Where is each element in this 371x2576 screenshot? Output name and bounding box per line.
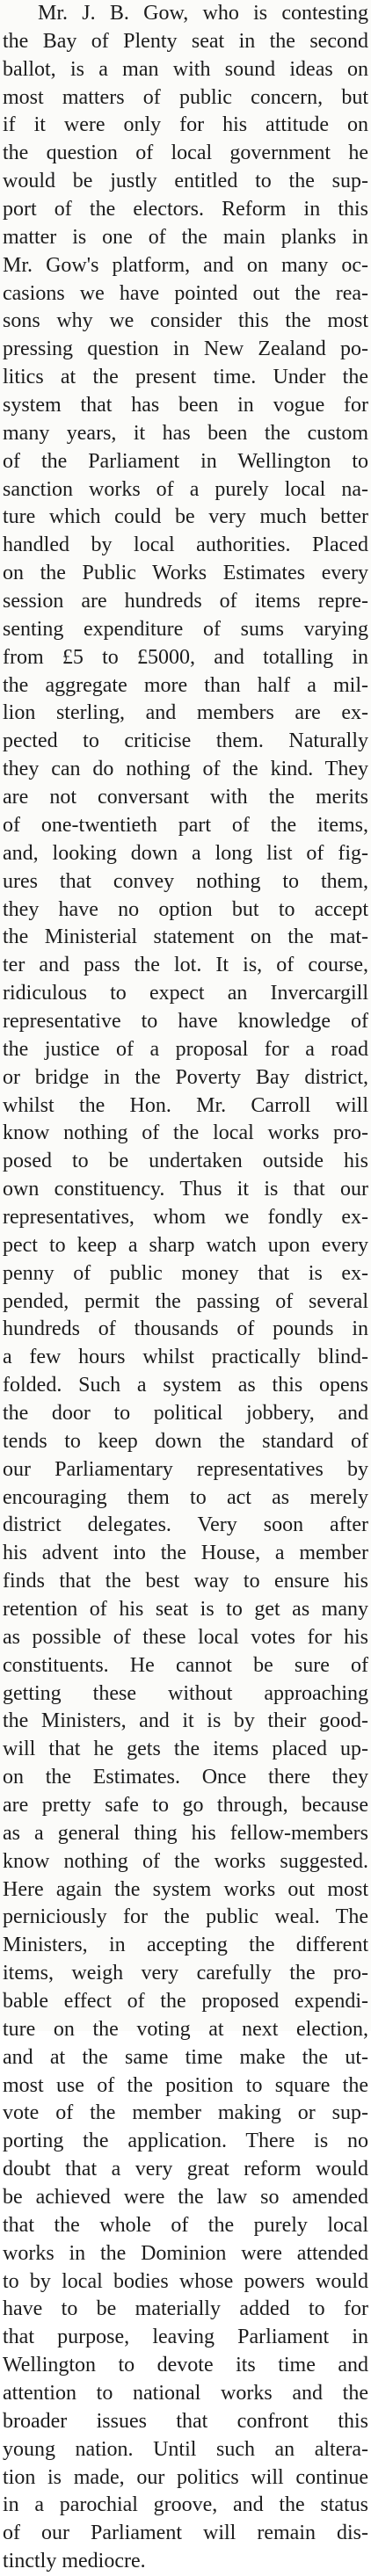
article-line: as a general thing his fellow-members: [3, 1821, 368, 1845]
article-line: the justice of a proposal for a road: [3, 1037, 368, 1061]
article-line: perniciously for the public weal. The: [3, 1905, 368, 1929]
article-line: are pretty safe to go through, because: [3, 1794, 368, 1817]
article-line: encouraging them to act as merely: [3, 1485, 368, 1509]
article-line: the Bay of Plenty seat in the second: [3, 29, 368, 53]
article-line: pressing question in New Zealand po-: [3, 337, 368, 361]
article-line: handled by local authorities. Placed: [3, 533, 368, 557]
article-body: [3, 0, 368, 2576]
article-line: bable effect of the proposed expendi-: [3, 1990, 368, 2014]
article-line: pended, permit the passing of several: [3, 1289, 368, 1313]
article-line: system that has been in vogue for: [3, 394, 368, 417]
article-line: the Ministerial statement on the mat-: [3, 925, 368, 949]
article-line: on the Public Works Estimates every: [3, 562, 368, 585]
article-line: a few hours whilst practically blind-: [3, 1346, 368, 1369]
article-line: the aggregate more than half a mil-: [3, 673, 368, 697]
article-line: of one-twentieth part of the items,: [3, 813, 368, 837]
article-line: most matters of public concern, but: [3, 85, 368, 109]
article-line: district delegates. Very soon after: [3, 1513, 368, 1537]
article-line: have to be materially added to for: [3, 2297, 368, 2321]
article-line: doubt that a very great reform would: [3, 2158, 368, 2181]
article-line: posed to be undertaken outside his: [3, 1150, 368, 1173]
article-line: sanction works of a purely local na-: [3, 477, 368, 501]
article-line: whilst the Hon. Mr. Carroll will: [3, 1093, 368, 1117]
article-line: the Ministers, and it is by their good-: [3, 1709, 368, 1733]
article-line: ridiculous to expect an Invercargill: [3, 982, 368, 1005]
article-line: port of the electors. Reform in this: [3, 198, 368, 221]
article-line: of the Parliament in Wellington to: [3, 449, 368, 473]
article-line: matter is one of the main planks in: [3, 225, 368, 249]
article-line: folded. Such a system as this opens: [3, 1374, 368, 1397]
article-line: litics at the present time. Under the: [3, 366, 368, 389]
article-line: the question of local government he: [3, 141, 368, 165]
article-line: representative to have knowledge of: [3, 1009, 368, 1033]
article-line: they can do nothing of the kind. They: [3, 758, 368, 781]
article-line: young nation. Until such an altera-: [3, 2437, 368, 2461]
article-line: tinctly mediocre.: [3, 2550, 146, 2573]
article-line: as possible of these local votes for his: [3, 1625, 368, 1649]
article-line: Ministers, in accepting the different: [3, 1934, 368, 1957]
article-line: retention of his seat is to get as many: [3, 1597, 368, 1621]
article-line: getting these without approaching: [3, 1681, 368, 1705]
article-line: casions we have pointed out the rea-: [3, 281, 368, 305]
article-line: porting the application. There is no: [3, 2130, 368, 2153]
article-line: finds that the best way to ensure his: [3, 1570, 368, 1593]
article-line: ture which could be very much better: [3, 505, 368, 529]
article-line: ture on the voting at next election,: [3, 2017, 368, 2041]
article-line: in a parochial groove, and the status: [3, 2493, 368, 2517]
article-line: vote of the member making or sup-: [3, 2101, 368, 2125]
article-line: tion is made, our politics will continue: [3, 2465, 368, 2489]
article-line: penny of public money that is ex-: [3, 1261, 368, 1285]
article-line: senting expenditure of sums varying: [3, 617, 368, 641]
article-line: broader issues that confront this: [3, 2409, 368, 2433]
article-line: Mr. Gow's platform, and on many oc-: [3, 253, 368, 277]
article-line: Wellington to devote its time and: [3, 2354, 368, 2377]
article-line: know nothing of the local works pro-: [3, 1121, 368, 1145]
article-line: to by local bodies whose powers would: [3, 2269, 368, 2293]
article-line: that purpose, leaving Parliament in: [3, 2326, 368, 2349]
article-line: most use of the position to square the: [3, 2073, 368, 2097]
article-line: of our Parliament will remain dis-: [3, 2522, 368, 2545]
article-first-line: Mr. J. B. Gow, who is contesting: [38, 2, 368, 25]
article-line: constituents. He cannot be sure of: [3, 1653, 368, 1677]
article-line: be achieved were the law so amended: [3, 2186, 368, 2210]
article-line: lion sterling, and members are ex-: [3, 701, 368, 725]
article-line: many years, it has been the custom: [3, 421, 368, 445]
article-line: the door to political jobbery, and: [3, 1401, 368, 1425]
article-line: items, weigh very carefully the pro-: [3, 1962, 368, 1985]
article-line: and, looking down a long list of fig-: [3, 841, 368, 865]
article-line: on the Estimates. Once there they: [3, 1766, 368, 1789]
article-line: that the whole of the purely local: [3, 2213, 368, 2237]
article-line: are not conversant with the merits: [3, 786, 368, 809]
article-line: ures that convey nothing to them,: [3, 869, 368, 893]
article-line: his advent into the House, a member: [3, 1542, 368, 1565]
article-line: tends to keep down the standard of: [3, 1429, 368, 1453]
article-line: session are hundreds of items repre-: [3, 590, 368, 613]
article-line: attention to national works and the: [3, 2382, 368, 2405]
article-line: own constituency. Thus it is that our: [3, 1178, 368, 1201]
article-line: sons why we consider this the most: [3, 309, 368, 333]
article-line: would be justly entitled to the sup-: [3, 170, 368, 193]
article-line: representatives, whom we fondly ex-: [3, 1205, 368, 1229]
article-line: and at the same time make the ut-: [3, 2045, 368, 2069]
article-line: they have no option but to accept: [3, 897, 368, 921]
article-line: ter and pass the lot. It is, of course,: [3, 954, 368, 977]
article-line: pect to keep a sharp watch upon every: [3, 1233, 368, 1257]
article-line: will that he gets the items placed up-: [3, 1738, 368, 1761]
article-line: pected to criticise them. Naturally: [3, 729, 368, 753]
article-line: if it were only for his attitude on: [3, 113, 368, 137]
article-line: from £5 to £5000, and totalling in: [3, 645, 368, 669]
article-line: Here again the system works out most: [3, 1877, 368, 1901]
article-line: ballot, is a man with sound ideas on: [3, 57, 368, 81]
article-line: know nothing of the works suggested.: [3, 1849, 368, 1873]
article-line: our Parliamentary representatives by: [3, 1457, 368, 1481]
article-line: hundreds of thousands of pounds in: [3, 1317, 368, 1341]
article-line: works in the Dominion were attended: [3, 2241, 368, 2265]
article-line: or bridge in the Poverty Bay district,: [3, 1065, 368, 1089]
